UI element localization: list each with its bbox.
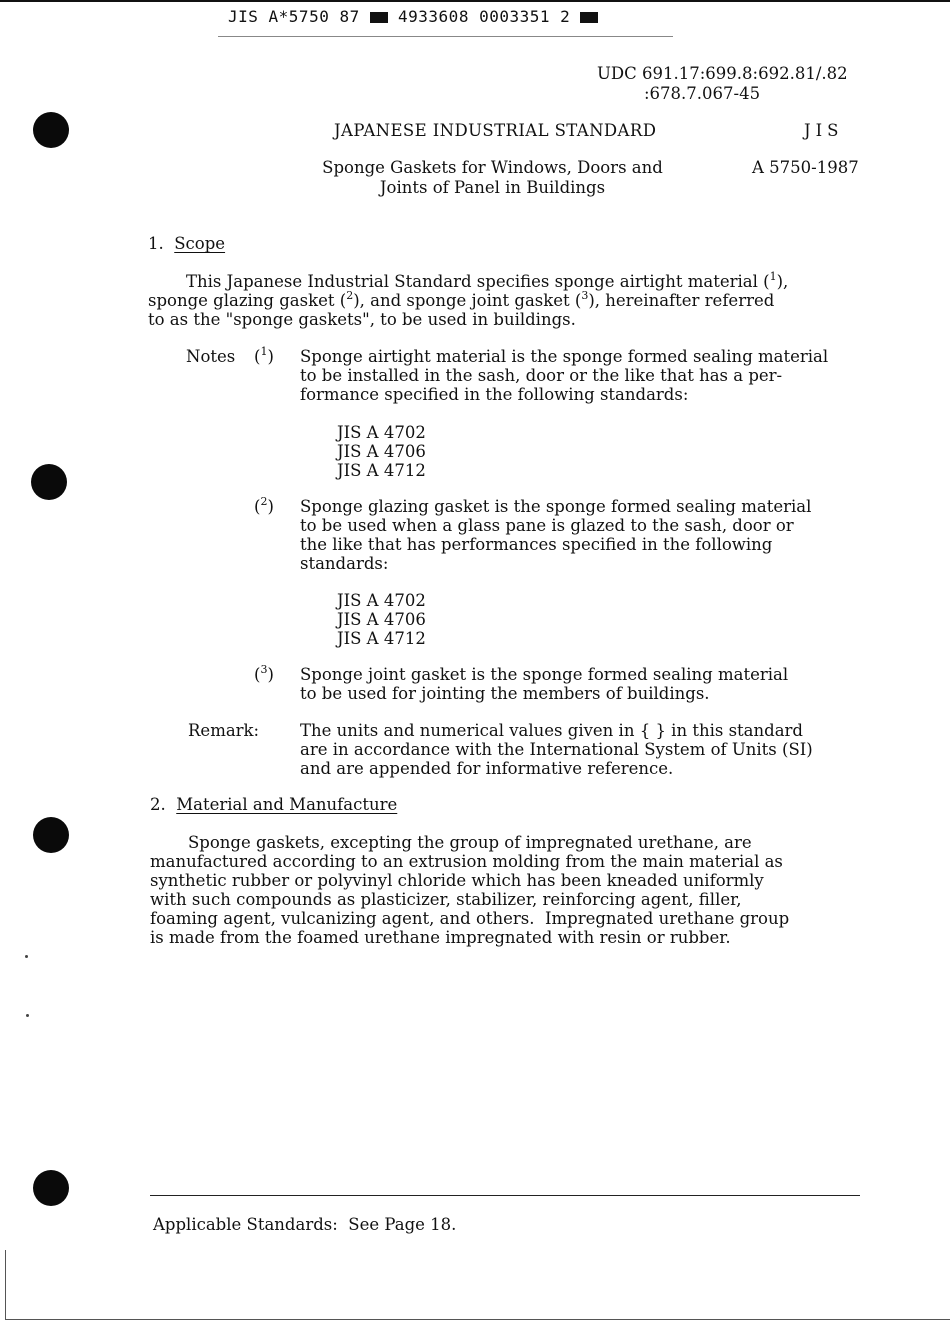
punch-hole-icon	[31, 464, 67, 500]
applicable-standards-label: Applicable Standards:	[153, 1215, 338, 1234]
body-line: with such compounds as plasticizer, stabilizer, reinforcing agent, filler,	[150, 890, 742, 909]
scope-intro-line-3: to as the "sponge gaskets", to be used in buildings.	[148, 310, 576, 329]
note-2-standards	[337, 591, 426, 648]
scan-speck	[25, 955, 28, 958]
section-2-number: 2.	[150, 795, 166, 814]
scope-intro-line-1	[186, 272, 788, 291]
section-2-body	[150, 852, 789, 947]
note-line: Sponge airtight material is the sponge formed sealing material	[300, 347, 829, 366]
udc-classification	[597, 64, 848, 104]
scan-bottom-line	[5, 1319, 950, 1320]
section-1-heading	[148, 234, 225, 253]
note-2-marker: ($^2$)	[254, 495, 274, 516]
scope-intro-text: ),	[776, 272, 789, 291]
standard-ref: JIS A 4712	[337, 629, 426, 648]
standard-number: A 5750-1987	[752, 158, 859, 177]
standard-title-line-1: Sponge Gaskets for Windows, Doors and	[322, 158, 663, 177]
note-3-marker: ($^3$)	[254, 663, 274, 684]
footnote-ref: 3	[581, 289, 589, 302]
standard-org-title: JAPANESE INDUSTRIAL STANDARD	[334, 121, 657, 140]
standard-title	[305, 158, 680, 198]
note-3-body	[300, 665, 788, 703]
standard-ref: JIS A 4706	[337, 442, 426, 461]
remark-line: and are appended for informative reference.	[300, 759, 674, 778]
note-line: to be used when a glass pane is glazed to the sash, door or	[300, 516, 794, 535]
note-mark: 1	[260, 345, 268, 358]
jis-label: JIS	[804, 121, 844, 140]
standard-ref: JIS A 4712	[337, 461, 426, 480]
punch-hole-icon	[33, 1170, 69, 1206]
footnote-ref: 1	[769, 270, 777, 283]
section-2-heading	[150, 795, 397, 814]
punch-hole-icon	[33, 817, 69, 853]
note-line: to be used for jointing the members of buildings.	[300, 684, 710, 703]
header-code-a: JIS A*5750 87	[228, 7, 360, 26]
scan-margin-line	[5, 1250, 6, 1320]
body-line: manufactured according to an extrusion molding from the main material as	[150, 852, 783, 871]
scope-intro-text: sponge glazing gasket (	[148, 291, 347, 310]
notes-label: Notes	[186, 347, 236, 366]
standard-ref: JIS A 4706	[337, 610, 426, 629]
body-line: foaming agent, vulcanizing agent, and others. Impregnated urethane group	[150, 909, 790, 928]
note-2-body	[300, 497, 811, 573]
body-line: synthetic rubber or polyvinyl chloride which has been kneaded uniformly	[150, 871, 764, 890]
scope-intro-line-2	[148, 291, 774, 310]
body-line: is made from the foamed urethane impregnated with resin or rubber.	[150, 928, 731, 947]
note-mark: 2	[260, 495, 268, 508]
udc-line-1: UDC 691.17:699.8:692.81/.82	[597, 64, 848, 83]
scope-intro-text: ), and sponge joint gasket (	[353, 291, 582, 310]
udc-line-2: :678.7.067-45	[644, 84, 761, 103]
scope-intro-text: ), hereinafter referred	[588, 291, 775, 310]
note-line: formance specified in the following standards:	[300, 385, 689, 404]
footer-rule	[150, 1195, 860, 1196]
scope-intro-text: This Japanese Industrial Standard specifies sponge airtight material (	[186, 272, 770, 291]
redaction-block-icon	[370, 12, 388, 23]
standard-ref: JIS A 4702	[337, 591, 426, 610]
standard-ref: JIS A 4702	[337, 423, 426, 442]
note-1-standards	[337, 423, 426, 480]
applicable-standards-value: See Page 18.	[348, 1215, 457, 1234]
applicable-standards	[153, 1215, 456, 1234]
remark-label: Remark:	[188, 721, 260, 740]
note-line: Sponge glazing gasket is the sponge formed sealing material	[300, 497, 812, 516]
note-1-marker: ($^1$)	[254, 345, 274, 366]
section-1-number: 1.	[148, 234, 164, 253]
section-2-line-1: Sponge gaskets, excepting the group of impregnated urethane, are	[188, 833, 752, 852]
note-mark: 3	[260, 663, 268, 676]
section-2-title: Material and Manufacture	[176, 795, 398, 814]
note-1-body	[300, 347, 828, 404]
note-line: Sponge joint gasket is the sponge formed sealing material	[300, 665, 789, 684]
section-1-title: Scope	[174, 234, 226, 253]
header-underline	[218, 36, 673, 37]
note-line: to be installed in the sash, door or the like that has a per-	[300, 366, 783, 385]
standard-title-line-2: Joints of Panel in Buildings	[379, 178, 606, 197]
remark-line: are in accordance with the International System of Units (SI)	[300, 740, 813, 759]
top-border-rule	[0, 0, 950, 2]
note-line: the like that has performances specified in the following	[300, 535, 773, 554]
document-header-code	[228, 7, 598, 26]
scan-speck	[26, 1014, 29, 1017]
redaction-block-icon	[580, 12, 598, 23]
remark-line: The units and numerical values given in { } in this standard	[300, 721, 803, 740]
footnote-ref: 2	[346, 289, 354, 302]
remark-body	[300, 721, 813, 778]
punch-hole-icon	[33, 112, 69, 148]
header-code-b: 4933608 0003351 2	[398, 7, 571, 26]
note-line: standards:	[300, 554, 389, 573]
